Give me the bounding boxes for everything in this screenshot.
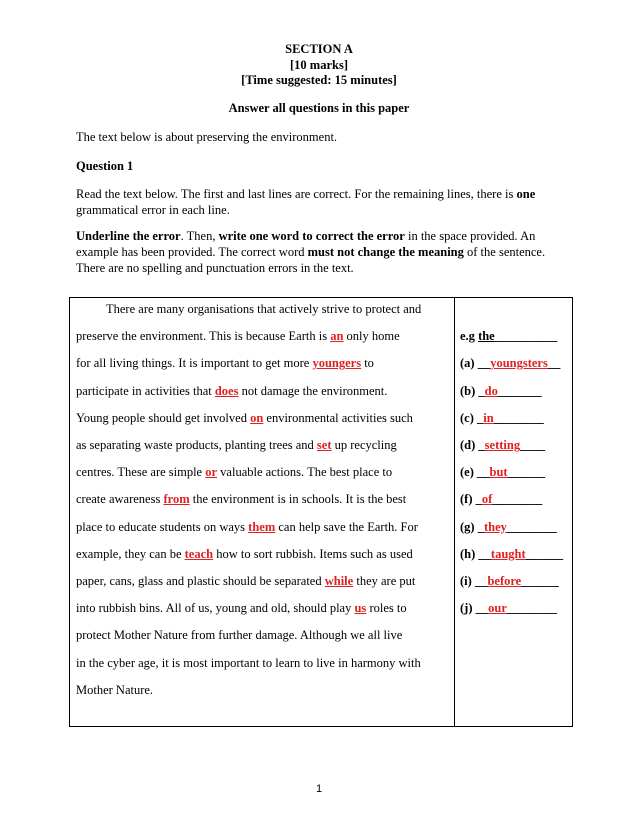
passage-line-text: centres. These are simple: [76, 465, 206, 480]
answer-item: [460, 601, 557, 616]
passage-line: [76, 411, 413, 426]
answer-blank: _: [475, 492, 482, 507]
passage-line-text: up recycling: [331, 438, 397, 452]
passage-line-text: There are many organisations that actively strive to protect and: [106, 302, 422, 316]
answer-column-divider: [454, 297, 455, 727]
page-number: 1: [315, 783, 323, 795]
answer-blank: ______: [525, 546, 564, 561]
passage-line: [76, 465, 392, 480]
passage-line-text: roles to: [366, 601, 407, 616]
answer-example: [460, 329, 557, 344]
instruction-paragraph-2: [76, 228, 566, 276]
answer-label: (j): [460, 601, 476, 616]
answer-item: [460, 547, 563, 562]
answer-blank: __: [474, 574, 488, 588]
section-title: SECTION A: [285, 42, 353, 56]
passage-line-text: as separating waste products, planting trees and: [76, 438, 317, 452]
passage-line: [76, 601, 407, 616]
answer-value: but: [489, 465, 508, 480]
answer-value: our: [488, 601, 507, 616]
passage-line-text: in the cyber age, it is most important to learn to live in harmony with: [76, 655, 421, 670]
answer-blank: __: [547, 356, 561, 371]
instruction-paragraph-1: [76, 186, 566, 218]
underlined-error: an: [330, 329, 344, 344]
answer-blank: ________: [492, 492, 543, 507]
passage-line: [76, 356, 374, 371]
answer-value: of: [481, 492, 493, 507]
passage-line-text: Young people should get involved: [76, 410, 251, 425]
underlined-error: or: [205, 465, 218, 480]
passage-line: [106, 302, 421, 317]
para2-text-a: . Then,: [180, 229, 219, 243]
answer-blank: _______: [497, 383, 542, 398]
passage-line-text: place to educate students on ways: [76, 519, 249, 534]
answer-label: (f): [460, 492, 476, 507]
passage-line: [76, 683, 153, 698]
passage-line-text: create awareness: [76, 492, 164, 507]
passage-line-text: Mother Nature.: [76, 682, 154, 697]
passage-line-text: only home: [343, 329, 400, 344]
passage-line-text: for all living things. It is important to get more: [76, 356, 313, 371]
answer-label: (g): [460, 519, 478, 534]
underlined-error: on: [250, 410, 264, 425]
passage-line-text: the environment is in schools. It is the best: [189, 492, 407, 507]
passage-line: [76, 492, 406, 507]
underlined-error: us: [354, 601, 367, 616]
passage-line-text: preserve the environment. This is because Earth is: [76, 329, 331, 344]
passage-line-text: into rubbish bins. All of us, young and old, should play: [76, 601, 355, 616]
answer-blank: __: [477, 356, 491, 371]
passage-line-text: environmental activities such: [263, 410, 413, 425]
underlined-error: youngers: [312, 356, 362, 371]
answer-label: (h): [460, 546, 479, 561]
answer-blank: __________: [494, 329, 558, 344]
para1-one: one: [516, 187, 536, 201]
answer-blank: _: [478, 438, 485, 452]
answer-blank: __: [475, 601, 489, 616]
passage-line-text: can help save the Earth. For: [275, 519, 418, 534]
para2-text-c: of the sentence. There are no spelling and punctuation errors in the text.: [76, 245, 546, 275]
passage-line: [76, 547, 413, 562]
underlined-error: teach: [184, 546, 214, 561]
para1-text-a: Read the text below. The first and last lines are correct. For the remaining lines, there is: [76, 187, 517, 201]
passage-line: [76, 329, 400, 344]
answer-value: in: [483, 410, 494, 425]
underlined-error: set: [316, 438, 332, 452]
answer-item: [460, 438, 545, 453]
answer-label: (d): [460, 438, 479, 452]
para2-underline: Underline the error: [76, 229, 181, 243]
answer-blank: __: [478, 546, 491, 561]
answer-item: [460, 492, 542, 507]
passage-line-text: participate in activities that: [76, 383, 215, 398]
passage-line-text: how to sort rubbish. Items such as used: [213, 546, 413, 561]
para2-write: write one word to correct the error: [218, 229, 405, 243]
answer-blank: ____: [520, 438, 546, 452]
answer-value: the: [478, 329, 495, 344]
answer-label: (e): [460, 465, 477, 480]
instruction-heading: Answer all questions in this paper: [228, 101, 410, 115]
answer-blank: _: [478, 383, 485, 398]
passage-line: [76, 656, 421, 671]
para2-must: must not change the meaning: [307, 245, 464, 259]
answer-label: (a): [460, 356, 478, 371]
passage-line: [76, 438, 397, 453]
answer-value: do: [484, 383, 498, 398]
time-label: [Time suggested: 15 minutes]: [241, 73, 397, 87]
answer-value: before: [487, 574, 522, 588]
passage-line: [76, 628, 402, 643]
underlined-error: them: [248, 519, 276, 534]
answer-label: (i): [460, 574, 475, 588]
para1-text-b: grammatical error in each line.: [76, 203, 230, 217]
passage-line-text: protect Mother Nature from further damage. Although we all live: [76, 628, 403, 643]
passage-line-text: they are put: [353, 574, 416, 588]
passage-line: [76, 384, 387, 399]
answer-label: (c): [460, 410, 477, 425]
answer-value: they: [483, 519, 507, 534]
answer-item: [460, 411, 544, 426]
passage-line: [76, 520, 418, 535]
answer-value: taught: [490, 546, 526, 561]
para2-text-b: in the space provided. An example has been provided. The correct word: [76, 229, 536, 259]
answer-item: [460, 465, 545, 480]
answer-item: [460, 520, 557, 535]
marks-label: [10 marks]: [290, 58, 348, 72]
answer-value: setting: [484, 438, 521, 452]
answer-item: [460, 384, 542, 399]
answer-blank: _: [477, 410, 484, 425]
answer-value: youngsters: [490, 356, 548, 371]
passage-line-text: example, they can be: [76, 546, 185, 561]
answer-blank: ________: [493, 410, 544, 425]
answer-blank: ________: [506, 519, 557, 534]
answer-label: (b): [460, 383, 479, 398]
answer-blank: __: [477, 465, 490, 480]
passage-line-text: paper, cans, glass and plastic should be separated: [76, 574, 325, 588]
answer-label: e.g: [460, 329, 479, 344]
answer-item: [460, 574, 559, 589]
passage-line-text: valuable actions. The best place to: [217, 465, 393, 480]
answer-blank: ______: [521, 574, 559, 588]
answer-blank: _: [477, 519, 484, 534]
passage-line-text: to: [361, 356, 374, 371]
passage-line: [76, 574, 415, 589]
passage-line-text: not damage the environment.: [238, 383, 388, 398]
underlined-error: does: [214, 383, 239, 398]
underlined-error: while: [324, 574, 354, 588]
answer-item: [460, 356, 560, 371]
underlined-error: from: [163, 492, 190, 507]
answer-blank: ________: [506, 601, 557, 616]
question-title: Question 1: [76, 159, 134, 173]
answer-blank: ______: [507, 465, 546, 480]
intro-text: The text below is about preserving the environment.: [76, 130, 338, 144]
